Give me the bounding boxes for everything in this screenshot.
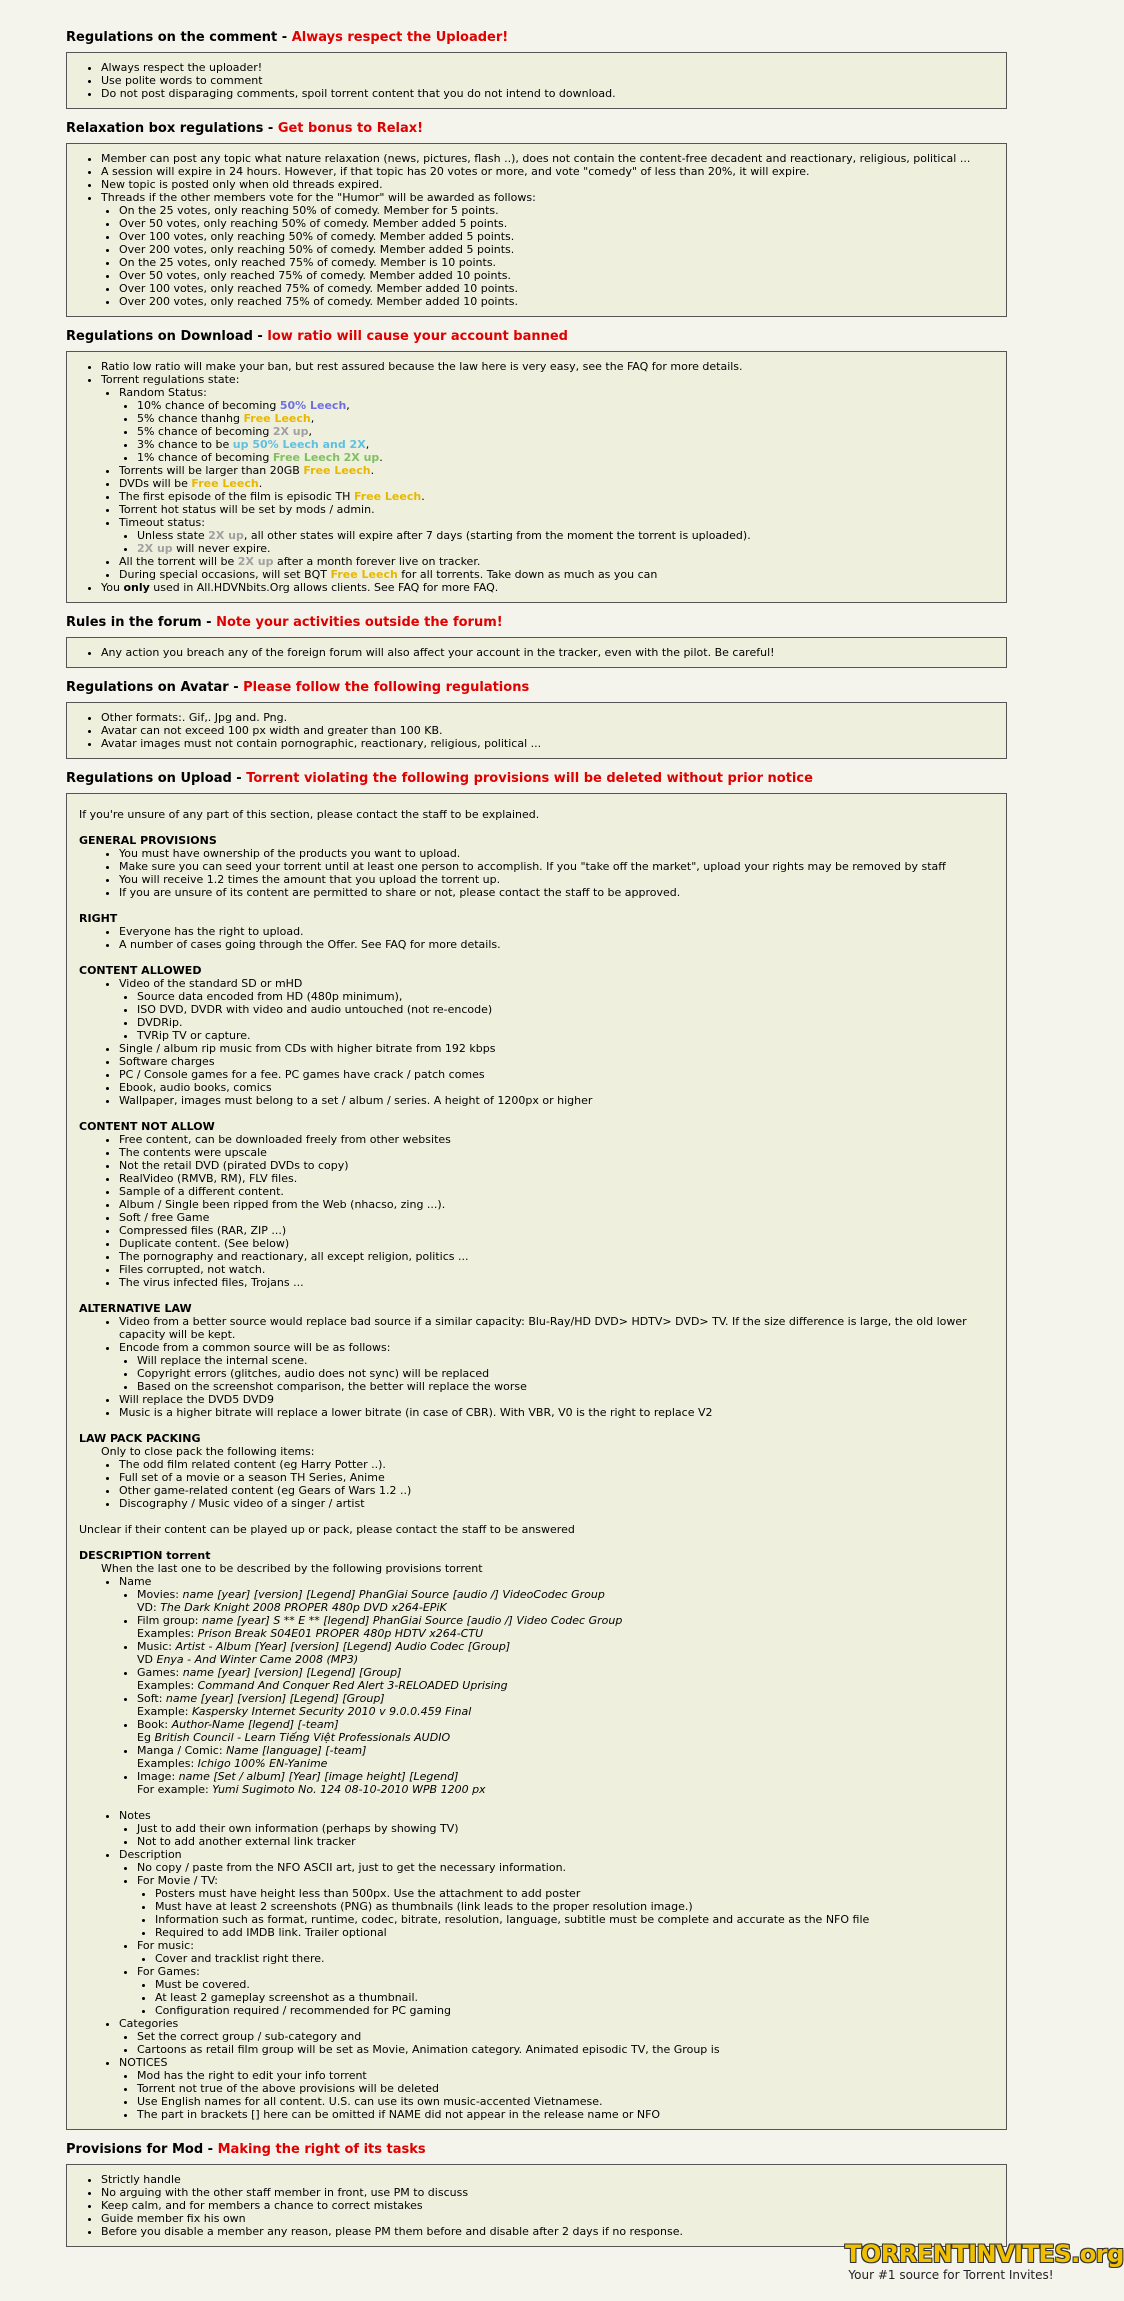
avatar-subtitle: Please follow the following regulations — [243, 680, 530, 695]
list-item: • A number of cases going through the Offer. See FAQ for more details. — [119, 938, 994, 951]
mod-subtitle: Making the right of its tasks — [217, 2142, 426, 2157]
relax-heading: Relaxation box regulations - Get bonus to Relax! — [66, 121, 424, 136]
list-item: • Threads if the other members vote for the "Humor" will be awarded as follows: • On the 25 votes, only reaching 50% of comedy. Member for 5 points. • Over 50 votes, only reaching 50% of comedy. Member added 5 points. • Over 100 votes, only reaching 50% of comedy. Member added 5 points. • Over 200 votes, only reaching 50% of comedy. Member added 5 points. • On the 25 votes, only reached 75% of comedy. Member is 10 points. • Over 50 votes, only reached 75% of comedy. Member added 10 points. • Over 100 votes, only reached 75% of comedy. Member added 10 points. • Over 200 votes, only reached 75% of comedy. Member added 10 points. — [101, 191, 994, 308]
list-item: • Manga / Comic: Name [language] [-team] Examples: Ichigo 100% EN-Yanime — [137, 1744, 994, 1770]
watermark-logo: TORRENTINVITES.org — [845, 2240, 1124, 2268]
law-pack-heading: LAW PACK PACKING — [79, 1432, 201, 1445]
list-item: • Just to add their own information (perhaps by showing TV) — [137, 1822, 994, 1835]
list-item: • Posters must have height less than 500px. Use the attachment to add poster — [155, 1887, 994, 1900]
list-item: • The odd film related content (eg Harry Potter ..). — [119, 1458, 994, 1471]
list-item: • All the torrent will be 2X up after a month forever live on tracker. — [119, 555, 994, 568]
list-item: • Name • Movies: name [year] [version] [Legend] PhanGiai Source [audio /] VideoCodec Group VD: The Dark Knight 2008 PROPER 480p DVD x264-EPiK • Film group: name [year] S ** E ** [legend] PhanGiai Source [audio /] Video Codec Group Examples: Prison Break S04E01 PROPER 480p HDTV x264-CTU • Music: Artist - Album [Year] [version] [Legend] Audio Codec [Group] VD Enya - And Winter Came 2008 (MP3) • Games: name [year] [version] [Legend] [Group] Examples: Command And Conquer Red Alert 3-RELOADED Uprising • Soft: name [year] [version] [Legend] [Group] Example: Kaspersky Internet Security 2010 v 9.0.0.459 Final • Book: Author-Name [legend] [-team] Eg British Council - Learn Tiếng Việt Professionals AUDIO • Manga / Comic: Name [language] [-team] Examples: Ichigo 100% EN-Yanime • Image: name [Set / album] [Year] [image height] [Legend] For example: Yumi Sugimoto No. 124 08-10-2010 WPB 1200 px — [119, 1575, 994, 1809]
upload-subtitle: Torrent violating the following provisions will be deleted without prior notice — [246, 771, 813, 786]
list-item: • New topic is posted only when old threads expired. — [101, 178, 994, 191]
download-subtitle: low ratio will cause your account banned — [267, 329, 568, 344]
list-item: • Soft / free Game — [119, 1211, 994, 1224]
right-heading: RIGHT — [79, 912, 118, 925]
list-item: • You only used in All.HDVNbits.Org allows clients. See FAQ for more FAQ. — [101, 581, 994, 594]
mod-rules-box — [66, 2164, 1007, 2247]
list-item: • Keep calm, and for members a chance to correct mistakes — [101, 2199, 994, 2212]
alternative-law-heading: ALTERNATIVE LAW — [79, 1302, 192, 1315]
list-item: • You will receive 1.2 times the amount that you upload the torrent up. — [119, 873, 994, 886]
list-item: • Music: Artist - Album [Year] [version] [Legend] Audio Codec [Group] VD Enya - And Winter Came 2008 (MP3) — [137, 1640, 994, 1666]
list-item: • 5% chance thanhg Free Leech, — [137, 412, 994, 425]
desc-intro: When the last one to be described by the following provisions torrent — [101, 1562, 483, 1575]
list-item: • 10% chance of becoming 50% Leech, — [137, 399, 994, 412]
list-item: • Over 100 votes, only reaching 50% of comedy. Member added 5 points. — [119, 230, 994, 243]
content-allowed-heading: CONTENT ALLOWED — [79, 964, 202, 977]
list-item: • TVRip TV or capture. — [137, 1029, 994, 1042]
list-item: • Source data encoded from HD (480p minimum), — [137, 990, 994, 1003]
unclear-note: Unclear if their content can be played up or pack, please contact the staff to be answered — [79, 1523, 575, 1536]
list-item: • Use English names for all content. U.S. can use its own music-accented Vietnamese. — [137, 2095, 994, 2108]
list-item: • Strictly handle — [101, 2173, 994, 2186]
relax-rules-box — [66, 143, 1007, 317]
list-item: • You must have ownership of the products you want to upload. — [119, 847, 994, 860]
list-item: • Compressed files (RAR, ZIP ...) — [119, 1224, 994, 1237]
list-item: • Torrent regulations state: • Random Status: • 10% chance of becoming 50% Leech, • 5% chance thanhg Free Leech, • 5% chance of becoming 2X up, • 3% chance to be up 50% Leech and 2X, • 1% chance of becoming Free Leech 2X up. • Torrents will be larger than 20GB Free Leech. • DVDs will be Free Leech. • The first episode of the film is episodic TH Free Leech. • Torrent hot status will be set by mods / admin. • Timeout status: • Unless state 2X up, all other states will expire after 7 days (starting from the moment the torrent is uploaded). • 2X up will never expire. • All the torrent will be 2X up after a month forever live on tracker. • During special occasions, will set BQT Free Leech for all torrents. Take down as much as you can — [101, 373, 994, 581]
list-item: • Torrent not true of the above provisions will be deleted — [137, 2082, 994, 2095]
list-item: • Not the retail DVD (pirated DVDs to copy) — [119, 1159, 994, 1172]
list-item: • Must be covered. — [155, 1978, 994, 1991]
forum-subtitle: Note your activities outside the forum! — [216, 615, 503, 630]
list-item: • Torrent hot status will be set by mods / admin. — [119, 503, 994, 516]
list-item: • Wallpaper, images must belong to a set / album / series. A height of 1200px or higher — [119, 1094, 994, 1107]
list-item: • If you are unsure of its content are permitted to share or not, please contact the staff to be approved. — [119, 886, 994, 899]
list-item: • Mod has the right to edit your info torrent — [137, 2069, 994, 2082]
list-item: • For music: • Cover and tracklist right there. — [137, 1939, 994, 1965]
list-item: • Always respect the uploader! — [101, 61, 994, 74]
list-item: • NOTICES • Mod has the right to edit your info torrent • Torrent not true of the above provisions will be deleted • Use English names for all content. U.S. can use its own music-accented Vietnamese. • The part in brackets [] here can be omitted if NAME did not appear in the release name or NFO — [119, 2056, 994, 2121]
upload-rules-box — [66, 793, 1007, 2130]
avatar-heading: Regulations on Avatar - Please follow the following regulations — [66, 680, 530, 695]
list-item: • Cover and tracklist right there. — [155, 1952, 994, 1965]
list-item: • Avatar can not exceed 100 px width and greater than 100 KB. — [101, 724, 994, 737]
list-item: • Member can post any topic what nature relaxation (news, pictures, flash ..), does not contain the content-free decadent and reactionary, religious, political ... — [101, 152, 994, 165]
list-item: • Duplicate content. (See below) — [119, 1237, 994, 1250]
general-provisions-heading: GENERAL PROVISIONS — [79, 834, 217, 847]
rules-content — [66, 30, 1007, 2259]
list-item: • Cartoons as retail film group will be set as Movie, Animation category. Animated episodic TV, the Group is — [137, 2043, 994, 2056]
watermark-tagline: Your #1 source for Torrent Invites! — [848, 2268, 1054, 2282]
list-item: • Files corrupted, not watch. — [119, 1263, 994, 1276]
list-item: • The first episode of the film is episodic TH Free Leech. — [119, 490, 994, 503]
list-item: • Not to add another external link tracker — [137, 1835, 994, 1848]
list-item: • During special occasions, will set BQT Free Leech for all torrents. Take down as much as you can — [119, 568, 994, 581]
list-item: • Ratio low ratio will make your ban, but rest assured because the law here is very easy, see the FAQ for more details. — [101, 360, 994, 373]
mod-heading: Provisions for Mod - Making the right of its tasks — [66, 2142, 426, 2157]
list-item: • DVDs will be Free Leech. — [119, 477, 994, 490]
list-item: • On the 25 votes, only reached 75% of comedy. Member is 10 points. — [119, 256, 994, 269]
list-item: • The part in brackets [] here can be omitted if NAME did not appear in the release name or NFO — [137, 2108, 994, 2121]
list-item: • Sample of a different content. — [119, 1185, 994, 1198]
list-item: • Configuration required / recommended for PC gaming — [155, 2004, 994, 2017]
list-item: • Free content, can be downloaded freely from other websites — [119, 1133, 994, 1146]
list-item: • RealVideo (RMVB, RM), FLV files. — [119, 1172, 994, 1185]
list-item: • DVDRip. — [137, 1016, 994, 1029]
list-item: • Before you disable a member any reason, please PM them before and disable after 2 days if no response. — [101, 2225, 994, 2238]
list-item: • Unless state 2X up, all other states will expire after 7 days (starting from the moment the torrent is uploaded). — [137, 529, 994, 542]
list-item: • Movies: name [year] [version] [Legend] PhanGiai Source [audio /] VideoCodec Group VD: The Dark Knight 2008 PROPER 480p DVD x264-EPiK — [137, 1588, 994, 1614]
list-item: • 3% chance to be up 50% Leech and 2X, — [137, 438, 994, 451]
list-item: • Other game-related content (eg Gears of Wars 1.2 ..) — [119, 1484, 994, 1497]
list-item: • On the 25 votes, only reaching 50% of comedy. Member for 5 points. — [119, 204, 994, 217]
list-item: • Discography / Music video of a singer / artist — [119, 1497, 994, 1510]
list-item: • The virus infected files, Trojans ... — [119, 1276, 994, 1289]
list-item: • Avatar images must not contain pornographic, reactionary, religious, political ... — [101, 737, 994, 750]
list-item: • 2X up will never expire. — [137, 542, 994, 555]
pack-intro: Only to close pack the following items: — [101, 1445, 315, 1458]
list-item: • The pornography and reactionary, all except religion, politics ... — [119, 1250, 994, 1263]
avatar-rules-box — [66, 702, 1007, 759]
list-item: • Over 50 votes, only reached 75% of comedy. Member added 10 points. — [119, 269, 994, 282]
list-item: • Over 100 votes, only reached 75% of comedy. Member added 10 points. — [119, 282, 994, 295]
list-item: • Games: name [year] [version] [Legend] [Group] Examples: Command And Conquer Red Alert 3-RELOADED Uprising — [137, 1666, 994, 1692]
list-item: • 1% chance of becoming Free Leech 2X up. — [137, 451, 994, 464]
list-item: • Single / album rip music from CDs with higher bitrate from 192 kbps — [119, 1042, 994, 1055]
list-item: • At least 2 gameplay screenshot as a thumbnail. — [155, 1991, 994, 2004]
list-item: • A session will expire in 24 hours. However, if that topic has 20 votes or more, and vote "comedy" of less than 20%, it will expire. — [101, 165, 994, 178]
list-item: • Image: name [Set / album] [Year] [image height] [Legend] For example: Yumi Sugimoto No. 124 08-10-2010 WPB 1200 px — [137, 1770, 994, 1796]
list-item: • Video of the standard SD or mHD • Source data encoded from HD (480p minimum), • ISO DVD, DVDR with video and audio untouched (not re-encode) • DVDRip. • TVRip TV or capture. — [119, 977, 994, 1042]
list-item: • Notes • Just to add their own information (perhaps by showing TV) • Not to add another external link tracker — [119, 1809, 994, 1848]
list-item: • Will replace the DVD5 DVD9 — [119, 1393, 994, 1406]
list-item: • Set the correct group / sub-category and — [137, 2030, 994, 2043]
list-item: • Based on the screenshot comparison, the better will replace the worse — [137, 1380, 994, 1393]
comment-rules-box — [66, 52, 1007, 109]
download-heading: Regulations on Download - low ratio will cause your account banned — [66, 329, 568, 344]
list-item: • Use polite words to comment — [101, 74, 994, 87]
list-item: • Guide member fix his own — [101, 2212, 994, 2225]
list-item: • Film group: name [year] S ** E ** [legend] PhanGiai Source [audio /] Video Codec Group Examples: Prison Break S04E01 PROPER 480p HDTV x264-CTU — [137, 1614, 994, 1640]
upload-intro: If you're unsure of any part of this section, please contact the staff to be explained. — [79, 808, 540, 821]
list-item: • Random Status: • 10% chance of becoming 50% Leech, • 5% chance thanhg Free Leech, • 5% chance of becoming 2X up, • 3% chance to be up 50% Leech and 2X, • 1% chance of becoming Free Leech 2X up. — [119, 386, 994, 464]
list-item: • Full set of a movie or a season TH Series, Anime — [119, 1471, 994, 1484]
list-item: • ISO DVD, DVDR with video and audio untouched (not re-encode) — [137, 1003, 994, 1016]
list-item: • Encode from a common source will be as follows: • Will replace the internal scene. • Copyright errors (glitches, audio does not sync) will be replaced • Based on the screenshot comparison, the better will replace the worse — [119, 1341, 994, 1393]
list-item: • PC / Console games for a fee. PC games have crack / patch comes — [119, 1068, 994, 1081]
list-item: • Will replace the internal scene. — [137, 1354, 994, 1367]
list-item: • Over 50 votes, only reaching 50% of comedy. Member added 5 points. — [119, 217, 994, 230]
list-item: • Any action you breach any of the foreign forum will also affect your account in the tracker, even with the pilot. Be careful! — [101, 646, 994, 659]
forum-heading: Rules in the forum - Note your activities outside the forum! — [66, 615, 503, 630]
content-not-allowed-heading: CONTENT NOT ALLOW — [79, 1120, 215, 1133]
list-item: • Everyone has the right to upload. — [119, 925, 994, 938]
list-item: • Timeout status: • Unless state 2X up, all other states will expire after 7 days (starting from the moment the torrent is uploaded). • 2X up will never expire. — [119, 516, 994, 555]
list-item: • Over 200 votes, only reached 75% of comedy. Member added 10 points. — [119, 295, 994, 308]
description-torrent-heading: DESCRIPTION torrent — [79, 1549, 211, 1562]
list-item: • Music is a higher bitrate will replace a lower bitrate (in case of CBR). With VBR, V0 is the right to replace V2 — [119, 1406, 994, 1419]
list-item: • Soft: name [year] [version] [Legend] [Group] Example: Kaspersky Internet Security 2010 v 9.0.0.459 Final — [137, 1692, 994, 1718]
list-item: • Must have at least 2 screenshots (PNG) as thumbnails (link leads to the proper resolution image.) — [155, 1900, 994, 1913]
comment-heading: Regulations on the comment - Always respect the Uploader! — [66, 30, 509, 45]
list-item: • Ebook, audio books, comics — [119, 1081, 994, 1094]
upload-heading: Regulations on Upload - Torrent violating the following provisions will be deleted without prior notice — [66, 771, 813, 786]
list-item: • Over 200 votes, only reaching 50% of comedy. Member added 5 points. — [119, 243, 994, 256]
comment-subtitle: Always respect the Uploader! — [291, 30, 509, 45]
list-item: • Required to add IMDB link. Trailer optional — [155, 1926, 994, 1939]
list-item: • For Games: • Must be covered. • At least 2 gameplay screenshot as a thumbnail. • Configuration required / recommended for PC gaming — [137, 1965, 994, 2017]
list-item: • Copyright errors (glitches, audio does not sync) will be replaced — [137, 1367, 994, 1380]
list-item: • Categories • Set the correct group / sub-category and • Cartoons as retail film group will be set as Movie, Animation category. Animated episodic TV, the Group is — [119, 2017, 994, 2056]
list-item: • Book: Author-Name [legend] [-team] Eg British Council - Learn Tiếng Việt Professionals AUDIO — [137, 1718, 994, 1744]
list-item: • The contents were upscale — [119, 1146, 994, 1159]
torrentinvites-watermark — [845, 2240, 1124, 2288]
list-item: • No copy / paste from the NFO ASCII art, just to get the necessary information. — [137, 1861, 994, 1874]
list-item: • Information such as format, runtime, codec, bitrate, resolution, language, subtitle must be complete and accurate as the NFO file — [155, 1913, 994, 1926]
list-item: • 5% chance of becoming 2X up, — [137, 425, 994, 438]
download-rules-box — [66, 351, 1007, 603]
list-item: • Torrents will be larger than 20GB Free Leech. — [119, 464, 994, 477]
forum-rules-box — [66, 637, 1007, 668]
list-item: • Other formats:. Gif,. Jpg and. Png. — [101, 711, 994, 724]
list-item: • Make sure you can seed your torrent until at least one person to accomplish. If you "take off the market", upload your rights may be removed by staff — [119, 860, 994, 873]
list-item: • Do not post disparaging comments, spoil torrent content that you do not intend to download. — [101, 87, 994, 100]
list-item: • Description • No copy / paste from the NFO ASCII art, just to get the necessary information. • For Movie / TV: • Posters must have height less than 500px. Use the attachment to add poster • Must have at least 2 screenshots (PNG) as thumbnails (link leads to the proper resolution image.) • Information such as format, runtime, codec, bitrate, resolution, language, subtitle must be complete and accurate as the NFO file • Required to add IMDB link. Trailer optional • For music: • Cover and tracklist right there. • For Games: • Must be covered. • At least 2 gameplay screenshot as a thumbnail. • Configuration required / recommended for PC gaming — [119, 1848, 994, 2017]
list-item: • Video from a better source would replace bad source if a similar capacity: Blu-Ray/HD DVD> HDTV> DVD> TV. If the size difference is large, the old lower capacity will be kept. — [119, 1315, 994, 1341]
list-item: • No arguing with the other staff member in front, use PM to discuss — [101, 2186, 994, 2199]
list-item: • For Movie / TV: • Posters must have height less than 500px. Use the attachment to add poster • Must have at least 2 screenshots (PNG) as thumbnails (link leads to the proper resolution image.) • Information such as format, runtime, codec, bitrate, resolution, language, subtitle must be complete and accurate as the NFO file • Required to add IMDB link. Trailer optional — [137, 1874, 994, 1939]
list-item: • Software charges — [119, 1055, 994, 1068]
relax-subtitle: Get bonus to Relax! — [277, 121, 424, 136]
list-item: • Album / Single been ripped from the Web (nhacso, zing ...). — [119, 1198, 994, 1211]
